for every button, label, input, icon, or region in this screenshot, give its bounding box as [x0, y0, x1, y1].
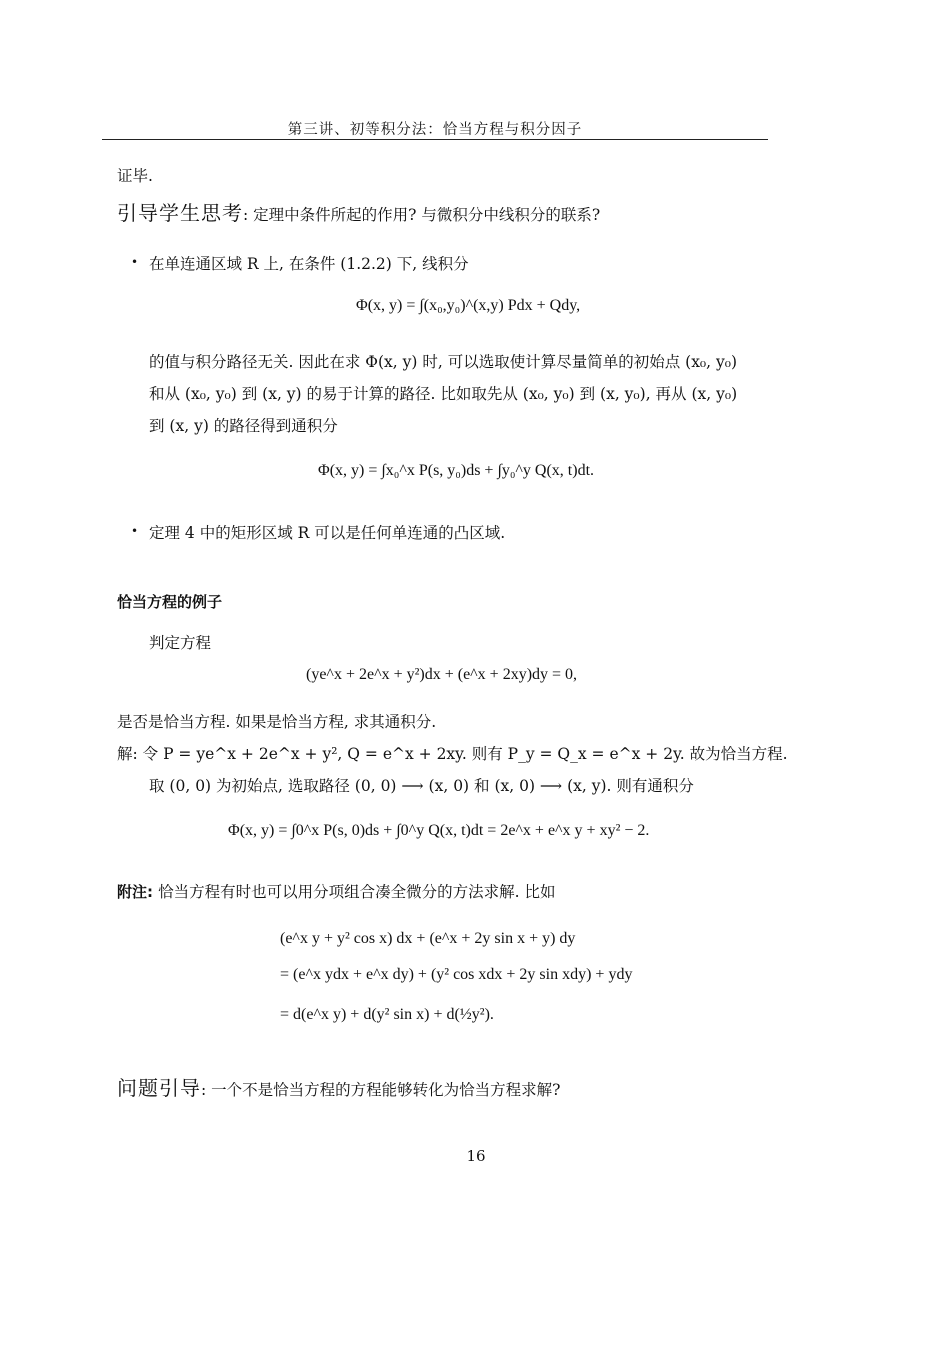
proof-end: 证毕. — [117, 167, 153, 185]
think-head: 引导学生思考 — [117, 201, 243, 225]
bullet1-line1: 在单连通区域 R 上, 在条件 (1.2.2) 下, 线积分 — [149, 255, 469, 273]
bullet2-text: 定理 4 中的矩形区域 R 可以是任何单连通的凸区域. — [149, 524, 506, 542]
note-equation-line1: (e^x y + y² cos x) dx + (e^x + 2y sin x + y) dy — [280, 930, 576, 947]
running-header: 第三讲、初等积分法：恰当方程与积分因子 — [287, 122, 583, 138]
note-equation-line2: = (e^x ydx + e^x dy) + (y² cos xdx + 2y sin xdy) + ydy — [280, 966, 633, 983]
page-number: 16 — [466, 1147, 486, 1165]
note-text: 恰当方程有时也可以用分项组合凑全微分的方法求解. 比如 — [158, 883, 556, 901]
bullet-marker-2: • — [131, 524, 139, 538]
equation-path-integral: Φ(x, y) = ∫x₀^x P(s, y₀)ds + ∫y₀^y Q(x, t)dt. — [318, 462, 595, 479]
example-intro: 判定方程 — [149, 634, 212, 652]
example-title: 恰当方程的例子 — [117, 593, 223, 611]
equation-general-integral: Φ(x, y) = ∫0^x P(s, 0)ds + ∫0^y Q(x, t)dt = 2e^x + e^x y + xy² − 2. — [228, 822, 650, 839]
note-label: 附注: — [117, 883, 153, 901]
bullet1-line4: 到 (x, y) 的路径得到通积分 — [149, 417, 338, 435]
example-question: 是否是恰当方程. 如果是恰当方程, 求其通积分. — [117, 713, 437, 731]
note-equation-line3: = d(e^x y) + d(y² sin x) + d(½y²). — [280, 1006, 494, 1023]
guide-text: : 一个不是恰当方程的方程能够转化为恰当方程求解? — [201, 1081, 561, 1099]
example-equation: (ye^x + 2e^x + y²)dx + (e^x + 2xy)dy = 0, — [306, 666, 578, 683]
think-paragraph — [117, 197, 600, 226]
bullet1-line2: 的值与积分路径无关. 因此在求 Φ(x, y) 时, 可以选取使计算尽量简单的初始点 (x₀, y₀) — [149, 353, 738, 371]
think-text: : 定理中条件所起的作用? 与微积分中线积分的联系? — [243, 206, 601, 224]
header-rule — [102, 139, 768, 140]
note-paragraph — [117, 880, 555, 902]
guide-head: 问题引导 — [117, 1076, 201, 1100]
guide-paragraph — [117, 1072, 560, 1101]
bullet-marker-1: • — [131, 255, 139, 269]
solution-line2: 取 (0, 0) 为初始点, 选取路径 (0, 0) ⟶ (x, 0) 和 (x, 0) ⟶ (x, y). 则有通积分 — [149, 777, 694, 795]
solution-line1: 解: 令 P = ye^x + 2e^x + y², Q = e^x + 2xy. 则有 P_y = Q_x = e^x + 2y. 故为恰当方程. — [117, 745, 788, 763]
bullet1-line3: 和从 (x₀, y₀) 到 (x, y) 的易于计算的路径. 比如取先从 (x₀, y₀) 到 (x, y₀), 再从 (x, y₀) — [149, 385, 738, 403]
equation-line-integral: Φ(x, y) = ∫(x₀,y₀)^(x,y) Pdx + Qdy, — [356, 297, 581, 314]
